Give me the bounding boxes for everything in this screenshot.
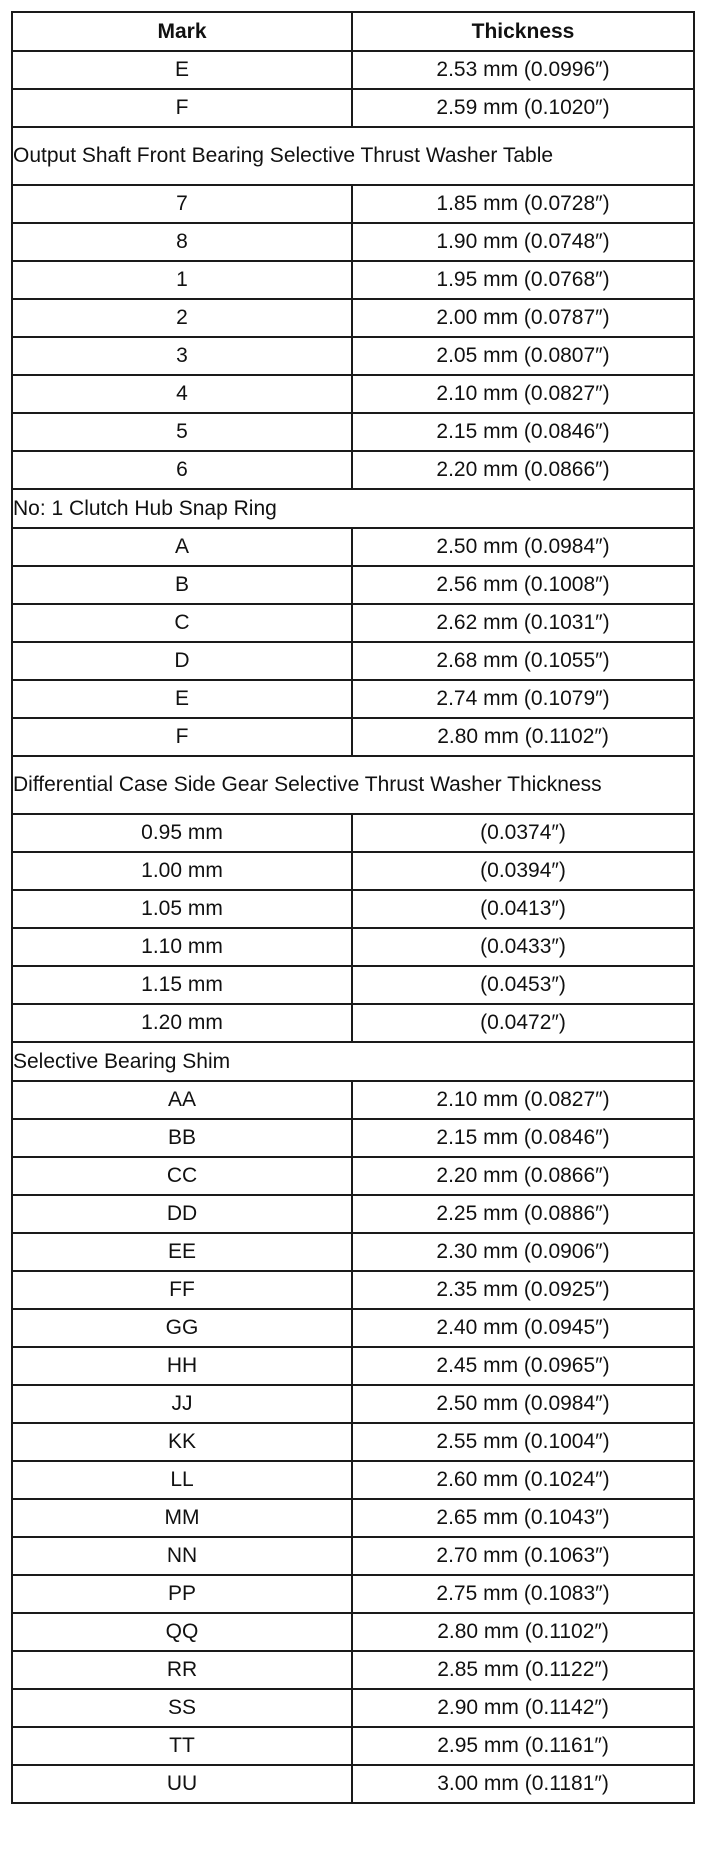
- mark-cell: 1: [12, 261, 352, 299]
- table-row: [12, 413, 694, 451]
- thickness-cell: 1.90 mm (0.0748″): [352, 223, 694, 261]
- mark-cell: A: [12, 528, 352, 566]
- mark-cell: SS: [12, 1689, 352, 1727]
- thickness-cell: 2.10 mm (0.0827″): [352, 1081, 694, 1119]
- table-row: [12, 1499, 694, 1537]
- thickness-cell: (0.0453″): [352, 966, 694, 1004]
- thickness-cell: (0.0472″): [352, 1004, 694, 1042]
- section-heading: No: 1 Clutch Hub Snap Ring: [12, 489, 694, 528]
- mark-column-header: Mark: [12, 12, 352, 51]
- mark-cell: F: [12, 89, 352, 127]
- mark-cell: EE: [12, 1233, 352, 1271]
- thickness-cell: 2.20 mm (0.0866″): [352, 1157, 694, 1195]
- table-row: [12, 375, 694, 413]
- thickness-cell: 2.80 mm (0.1102″): [352, 718, 694, 756]
- thickness-cell: 2.10 mm (0.0827″): [352, 375, 694, 413]
- table-row: [12, 1461, 694, 1499]
- mark-cell: FF: [12, 1271, 352, 1309]
- mark-cell: HH: [12, 1347, 352, 1385]
- table-row: [12, 185, 694, 223]
- mark-cell: AA: [12, 1081, 352, 1119]
- mark-cell: RR: [12, 1651, 352, 1689]
- mark-cell: GG: [12, 1309, 352, 1347]
- mark-cell: 6: [12, 451, 352, 489]
- thickness-cell: 2.35 mm (0.0925″): [352, 1271, 694, 1309]
- table-row: [12, 51, 694, 89]
- thickness-cell: 2.68 mm (0.1055″): [352, 642, 694, 680]
- table-row: [12, 642, 694, 680]
- table-row: [12, 1119, 694, 1157]
- mark-cell: 3: [12, 337, 352, 375]
- section-heading-row: [12, 1042, 694, 1081]
- table-row: [12, 604, 694, 642]
- thickness-column-header: Thickness: [352, 12, 694, 51]
- thickness-cell: 2.30 mm (0.0906″): [352, 1233, 694, 1271]
- table-row: [12, 814, 694, 852]
- table-row: [12, 1385, 694, 1423]
- mark-cell: C: [12, 604, 352, 642]
- thickness-cell: 2.20 mm (0.0866″): [352, 451, 694, 489]
- mark-cell: 2: [12, 299, 352, 337]
- thickness-cell: 2.00 mm (0.0787″): [352, 299, 694, 337]
- table-row: [12, 890, 694, 928]
- thickness-cell: 2.62 mm (0.1031″): [352, 604, 694, 642]
- mark-cell: E: [12, 51, 352, 89]
- thickness-cell: 2.15 mm (0.0846″): [352, 1119, 694, 1157]
- table-row: [12, 966, 694, 1004]
- mark-cell: 1.15 mm: [12, 966, 352, 1004]
- mark-cell: BB: [12, 1119, 352, 1157]
- thickness-cell: 2.50 mm (0.0984″): [352, 528, 694, 566]
- thickness-cell: 2.05 mm (0.0807″): [352, 337, 694, 375]
- table-row: [12, 1195, 694, 1233]
- table-row: [12, 566, 694, 604]
- mark-cell: E: [12, 680, 352, 718]
- table-row: [12, 528, 694, 566]
- table-row: [12, 1309, 694, 1347]
- thickness-cell: 2.95 mm (0.1161″): [352, 1727, 694, 1765]
- table-row: [12, 337, 694, 375]
- mark-cell: TT: [12, 1727, 352, 1765]
- thickness-cell: 1.95 mm (0.0768″): [352, 261, 694, 299]
- table-row: [12, 718, 694, 756]
- table-row: [12, 451, 694, 489]
- mark-cell: 0.95 mm: [12, 814, 352, 852]
- section-heading-row: [12, 756, 694, 814]
- mark-cell: CC: [12, 1157, 352, 1195]
- thickness-cell: (0.0394″): [352, 852, 694, 890]
- thickness-cell: 2.15 mm (0.0846″): [352, 413, 694, 451]
- thickness-cell: (0.0413″): [352, 890, 694, 928]
- mark-cell: 1.10 mm: [12, 928, 352, 966]
- mark-cell: 7: [12, 185, 352, 223]
- table-row: [12, 1613, 694, 1651]
- table-row: [12, 1651, 694, 1689]
- table-row: [12, 89, 694, 127]
- thickness-cell: 2.40 mm (0.0945″): [352, 1309, 694, 1347]
- table-row: [12, 1081, 694, 1119]
- thickness-cell: 2.50 mm (0.0984″): [352, 1385, 694, 1423]
- table-row: [12, 299, 694, 337]
- thickness-cell: 2.85 mm (0.1122″): [352, 1651, 694, 1689]
- table-row: [12, 1157, 694, 1195]
- thickness-cell: 2.75 mm (0.1083″): [352, 1575, 694, 1613]
- thickness-cell: 2.56 mm (0.1008″): [352, 566, 694, 604]
- section-heading: Output Shaft Front Bearing Selective Thrust Washer Table: [12, 127, 694, 185]
- thickness-cell: 2.60 mm (0.1024″): [352, 1461, 694, 1499]
- table-row: [12, 1271, 694, 1309]
- table-row: [12, 223, 694, 261]
- mark-cell: JJ: [12, 1385, 352, 1423]
- thickness-cell: 2.90 mm (0.1142″): [352, 1689, 694, 1727]
- section-heading: Selective Bearing Shim: [12, 1042, 694, 1081]
- mark-cell: UU: [12, 1765, 352, 1803]
- mark-cell: B: [12, 566, 352, 604]
- thickness-cell: 2.70 mm (0.1063″): [352, 1537, 694, 1575]
- thickness-cell: 2.59 mm (0.1020″): [352, 89, 694, 127]
- table-row: [12, 852, 694, 890]
- section-heading-row: [12, 489, 694, 528]
- mark-cell: LL: [12, 1461, 352, 1499]
- thickness-cell: 2.45 mm (0.0965″): [352, 1347, 694, 1385]
- mark-cell: 1.20 mm: [12, 1004, 352, 1042]
- table-row: [12, 680, 694, 718]
- mark-cell: PP: [12, 1575, 352, 1613]
- table-row: [12, 261, 694, 299]
- section-heading: Differential Case Side Gear Selective Thrust Washer Thickness: [12, 756, 694, 814]
- mark-cell: 1.00 mm: [12, 852, 352, 890]
- section-heading-row: [12, 127, 694, 185]
- thickness-cell: 1.85 mm (0.0728″): [352, 185, 694, 223]
- table-row: [12, 928, 694, 966]
- thickness-cell: 2.53 mm (0.0996″): [352, 51, 694, 89]
- thickness-cell: 2.65 mm (0.1043″): [352, 1499, 694, 1537]
- mark-cell: QQ: [12, 1613, 352, 1651]
- thickness-cell: 3.00 mm (0.1181″): [352, 1765, 694, 1803]
- thickness-cell: 2.25 mm (0.0886″): [352, 1195, 694, 1233]
- table-row: [12, 1347, 694, 1385]
- table-row: [12, 1575, 694, 1613]
- thickness-table: [11, 11, 695, 1804]
- mark-cell: 5: [12, 413, 352, 451]
- table-row: [12, 1004, 694, 1042]
- thickness-cell: 2.80 mm (0.1102″): [352, 1613, 694, 1651]
- table-row: [12, 1727, 694, 1765]
- mark-cell: MM: [12, 1499, 352, 1537]
- mark-cell: F: [12, 718, 352, 756]
- thickness-cell: 2.74 mm (0.1079″): [352, 680, 694, 718]
- table-row: [12, 1233, 694, 1271]
- thickness-cell: (0.0374″): [352, 814, 694, 852]
- table-row: [12, 1423, 694, 1461]
- thickness-cell: 2.55 mm (0.1004″): [352, 1423, 694, 1461]
- table-body: [12, 51, 694, 1803]
- table-row: [12, 1765, 694, 1803]
- thickness-cell: (0.0433″): [352, 928, 694, 966]
- mark-cell: KK: [12, 1423, 352, 1461]
- mark-cell: 1.05 mm: [12, 890, 352, 928]
- table-row: [12, 1537, 694, 1575]
- mark-cell: NN: [12, 1537, 352, 1575]
- mark-cell: DD: [12, 1195, 352, 1233]
- table-row: [12, 1689, 694, 1727]
- mark-cell: D: [12, 642, 352, 680]
- header-row: [12, 12, 694, 51]
- mark-cell: 4: [12, 375, 352, 413]
- mark-cell: 8: [12, 223, 352, 261]
